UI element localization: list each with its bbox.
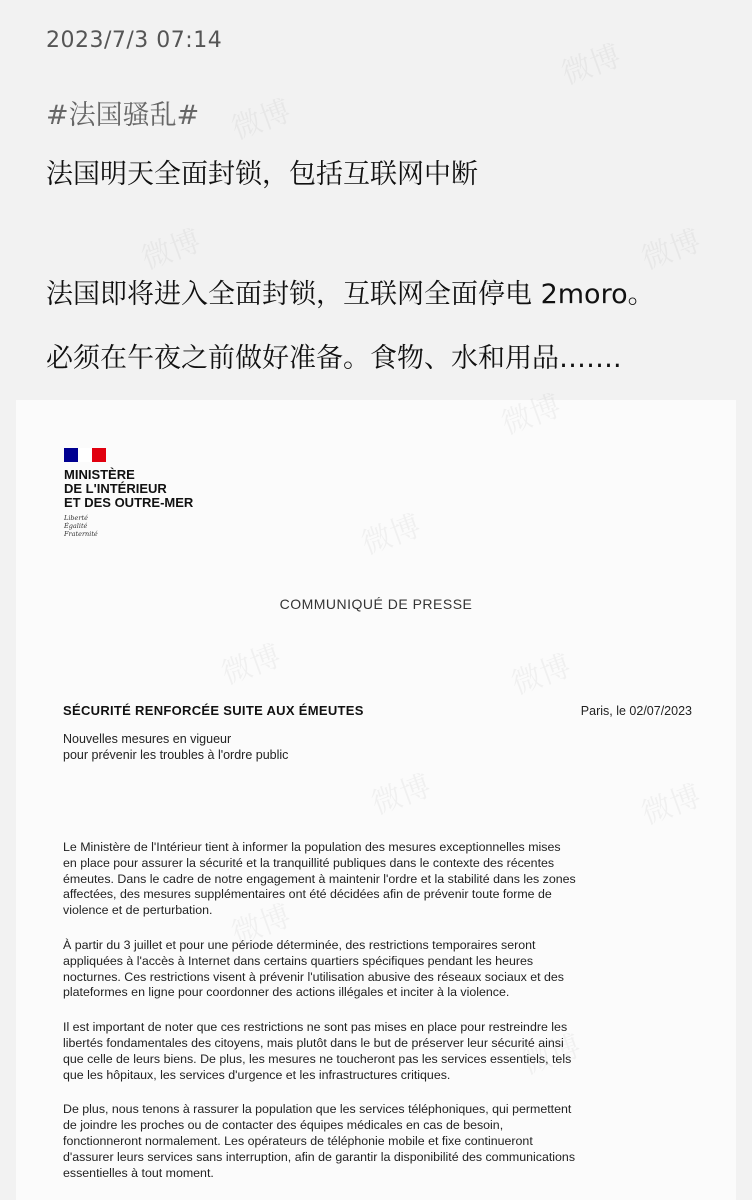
body-line: de joindre les proches ou de contacter des équipes médicales en cas de besoin,: [63, 1118, 504, 1133]
document-type-label: COMMUNIQUÉ DE PRESSE: [279, 596, 473, 612]
ministry-name-line: DE L'INTÉRIEUR: [64, 481, 167, 496]
document-title: SÉCURITÉ RENFORCÉE SUITE AUX ÉMEUTES: [63, 703, 364, 718]
body-line: essentielles à tout moment.: [63, 1165, 214, 1180]
body-line: Il est important de noter que ces restrictions ne sont pas mises en place pour restreindre les: [63, 1020, 568, 1035]
body-line: affectées, des mesures supplémentaires ont été décidées afin de prévenir toute forme de: [63, 887, 552, 902]
body-line: De plus, nous tenons à rassurer la population que les services téléphoniques, qui permettent: [63, 1102, 572, 1117]
motto-line: Liberté: [64, 514, 88, 522]
document-date: Paris, le 02/07/2023: [580, 704, 692, 718]
body-line: émeutes. Dans le cadre de notre engagement à maintenir l'ordre et la stabilité dans les zones: [63, 871, 576, 886]
motto-line: Fraternité: [64, 530, 98, 538]
body-line: nocturnes. Ces restrictions visent à prévenir l'utilisation abusive des réseaux sociaux et des: [63, 969, 564, 984]
motto-line: Égalité: [64, 522, 88, 530]
subtitle-line: Nouvelles mesures en vigueur: [63, 732, 232, 746]
ministry-name-line: ET DES OUTRE-MER: [64, 495, 194, 510]
post-hashtag[interactable]: #法国骚乱#: [46, 100, 200, 131]
ministry-name-line: MINISTÈRE: [64, 467, 135, 482]
document-body: [63, 821, 695, 1200]
body-line: appliquées à l'accès à Internet dans certains quartiers spécifiques pendant les heures: [63, 953, 534, 968]
post-text-line: 必须在午夜之前做好准备。食物、水和用品…….: [46, 343, 622, 374]
post-timestamp: 2023/7/3 07:14: [46, 28, 223, 53]
ministry-logo: [64, 448, 234, 538]
body-line: plateformes en ligne pour coordonner des actions illégales et inciter à la violence.: [63, 985, 510, 1000]
body-line: d'assurer leurs services sans interruption, afin de garantir la disponibilité des communications: [63, 1149, 576, 1164]
body-line: Le Ministère de l'Intérieur tient à informer la population des mesures exceptionnelles mises: [63, 840, 561, 854]
post-text-line: 法国明天全面封锁，包括互联网中断: [46, 159, 478, 190]
republic-motto: [64, 514, 234, 538]
post-text-line: 法国即将进入全面封锁，互联网全面停电 2moro。: [46, 279, 655, 310]
body-line: À partir du 3 juillet et pour une période déterminée, des restrictions temporaires seront: [63, 937, 536, 952]
flag-stripe-blue: [64, 448, 78, 462]
body-line: violence et de perturbation.: [63, 903, 213, 918]
body-line: que celle de leurs biens. De plus, les mesures ne toucheront pas les services essentiels, tels: [63, 1051, 572, 1066]
post-content: [0, 0, 752, 400]
body-line: libertés fondamentales des citoyens, mais plutôt dans le but de préserver leur sécurité ainsi: [63, 1035, 564, 1050]
press-release-image[interactable]: [16, 400, 736, 1200]
subtitle-line: pour prévenir les troubles à l'ordre public: [63, 748, 289, 762]
flag-stripe-white: [78, 448, 92, 462]
ministry-name: [64, 468, 234, 510]
body-line: que les hôpitaux, les services d'urgence et les infrastructures critiques.: [63, 1067, 451, 1082]
french-flag-icon: [64, 448, 106, 462]
body-line: fonctionneront normalement. Les opérateurs de téléphonie mobile et fixe continueront: [63, 1133, 533, 1148]
document-subtitle: [63, 731, 288, 763]
flag-stripe-red: [92, 448, 106, 462]
body-line: en place pour assurer la sécurité et la tranquillité publiques dans le contexte des récentes: [63, 855, 555, 870]
